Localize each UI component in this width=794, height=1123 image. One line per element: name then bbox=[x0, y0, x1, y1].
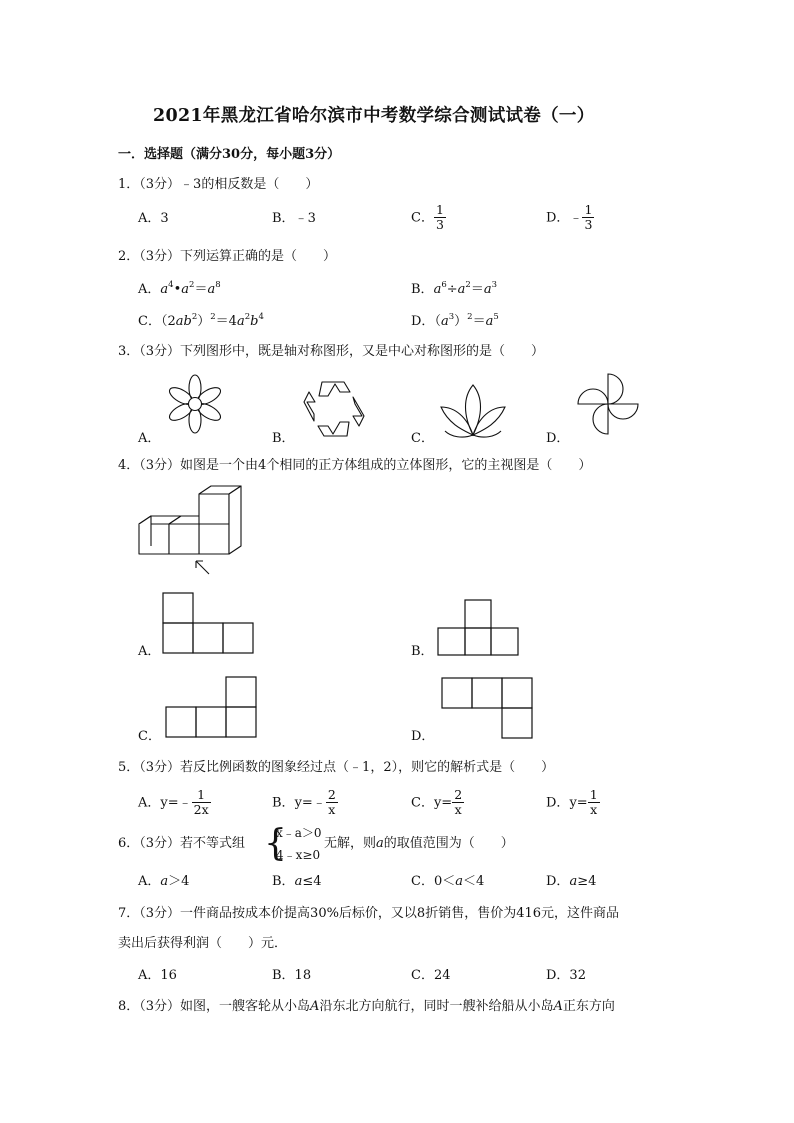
q7-option-b: B．18 bbox=[272, 968, 312, 983]
q3-label-d: D． bbox=[546, 431, 570, 446]
question-6-stem-prefix: 6．（3分）若不等式组 bbox=[118, 836, 246, 851]
q2-option-d: D．$(a^3)^2=a^5$ bbox=[411, 312, 499, 329]
q2-option-b: B．$a^6\div a^2=a^3$ bbox=[411, 280, 498, 297]
q6-option-c: C．0＜a＜4 bbox=[411, 874, 485, 889]
question-7-stem-line1: 7．（3分）一件商品按成本价提高30%后标价，又以8折销售，售价为416元，这件商品 bbox=[118, 906, 620, 921]
question-4-stem: 4．（3分）如图是一个由4个相同的正方体组成的立体图形，它的主视图是（ ） bbox=[118, 458, 592, 473]
q4-option-b-figure bbox=[437, 599, 519, 657]
question-1-stem: 1．（3分）﹣3的相反数是（ ） bbox=[118, 177, 319, 192]
q1-option-d: D．﹣ $\frac{1}{3}$ bbox=[546, 202, 593, 233]
fraction: $\frac{1}{3}$ bbox=[584, 202, 593, 233]
question-2-stem: 2．（3分）下列运算正确的是（ ） bbox=[118, 249, 337, 264]
q5-option-a: A．y=﹣ $\frac{1}{2x}$ bbox=[138, 787, 209, 818]
q6-option-b: B．a≤4 bbox=[272, 874, 322, 889]
q4-label-b: B． bbox=[411, 644, 434, 659]
q2-option-c: C．$(2ab^2)^2=4a^2b^4$ bbox=[138, 312, 264, 329]
q3-label-c: C． bbox=[411, 431, 434, 446]
question-8-stem: 8．（3分）如图，一艘客轮从小岛A沿东北方向航行，同时一艘补给船从小岛A正东方向 bbox=[118, 999, 615, 1014]
q1-option-a: A．3 bbox=[138, 211, 169, 226]
question-7-stem-line2: 卖出后获得利润（ ）元． bbox=[118, 936, 288, 951]
q4-label-a: A． bbox=[138, 644, 161, 659]
q3-label-a: A． bbox=[138, 431, 161, 446]
q7-option-c: C．24 bbox=[411, 968, 451, 983]
q5-option-b: B．y=﹣ $\frac{2}{x}$ bbox=[272, 787, 336, 818]
fraction: $\frac{2}{x}$ bbox=[327, 787, 336, 818]
q1-option-b: B．﹣3 bbox=[272, 211, 316, 226]
fraction: $\frac{1}{2x}$ bbox=[193, 787, 209, 818]
q2-option-a: A．$a^4•a^2=a^8$ bbox=[138, 280, 221, 297]
q4-label-c: C． bbox=[138, 729, 161, 744]
recycle-figure bbox=[300, 378, 370, 440]
q4-option-a-figure bbox=[162, 592, 254, 654]
question-3-stem: 3．（3分）下列图形中，既是轴对称图形，又是中心对称图形的是（ ） bbox=[118, 344, 545, 359]
fraction: $\frac{1}{3}$ bbox=[435, 202, 444, 233]
flower-figure bbox=[163, 372, 227, 436]
q4-label-d: D． bbox=[411, 729, 435, 744]
pinwheel-figure bbox=[575, 371, 641, 437]
fraction: $\frac{1}{x}$ bbox=[589, 787, 598, 818]
question-5-stem: 5．（3分）若反比例函数的图象经过点（﹣1，2），则它的解析式是（ ） bbox=[118, 760, 555, 775]
section-header: 一．选择题（满分30分，每小题3分） bbox=[118, 147, 341, 162]
q1-option-c: C． $\frac{1}{3}$ bbox=[411, 202, 444, 233]
page-title: 2021年黑龙江省哈尔滨市中考数学综合测试试卷（一） bbox=[153, 106, 595, 126]
inequality-2: 4﹣x≥0 bbox=[276, 848, 321, 862]
q6-option-d: D．a≥4 bbox=[546, 874, 597, 889]
q4-option-c-figure bbox=[165, 676, 257, 738]
q6-option-a: A．a＞4 bbox=[138, 874, 190, 889]
fraction: $\frac{2}{x}$ bbox=[454, 787, 463, 818]
q5-option-c: C．y= $\frac{2}{x}$ bbox=[411, 787, 463, 818]
q7-option-a: A．16 bbox=[138, 968, 177, 983]
q3-label-b: B． bbox=[272, 431, 295, 446]
cube-stack-figure bbox=[138, 488, 248, 580]
q4-option-d-figure bbox=[441, 677, 533, 739]
q7-option-d: D．32 bbox=[546, 968, 586, 983]
question-6-stem-suffix: 无解，则a的取值范围为（ ） bbox=[324, 836, 514, 851]
q5-option-d: D．y= $\frac{1}{x}$ bbox=[546, 787, 598, 818]
lotus-figure bbox=[437, 381, 509, 441]
system-brace: { bbox=[264, 823, 287, 864]
inequality-1: x﹣a＞0 bbox=[276, 826, 322, 840]
